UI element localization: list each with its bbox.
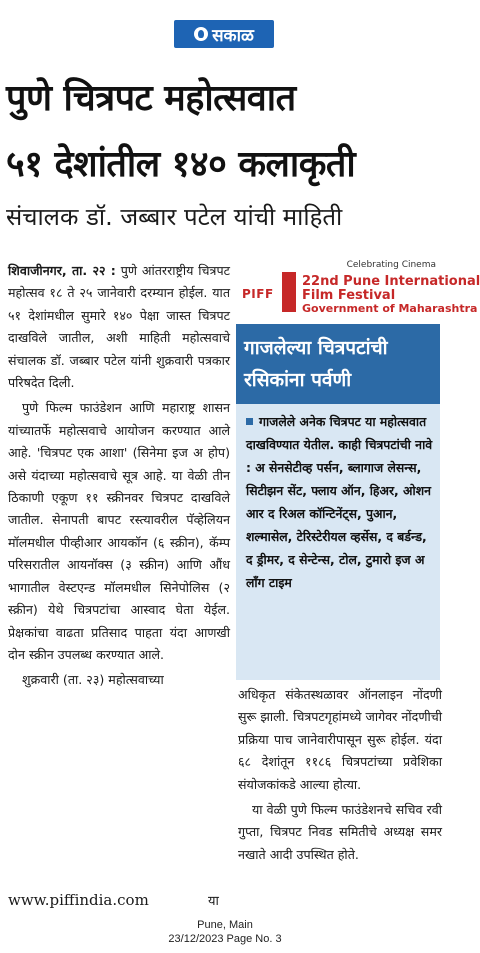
sidebar-title xyxy=(236,324,440,404)
dateline: शिवाजीनगर, ता. २२ : xyxy=(8,263,116,278)
masthead-logo xyxy=(174,20,274,48)
footer-date-page: 23/12/2023 Page No. 3 xyxy=(168,933,282,945)
sidebar-body-text: गाजलेले अनेक चित्रपट या महोत्सवात दाखविण्यात येतील. काही चित्रपटांची नावे : अ सेनसेटीव्ह पर्सन, ब्लागाज लेसन्स, सिटीझन सेंट, फ्लाय ऑन, हिअर, ओशन आर द रिअल कॉन्टिनेंट्स, पुआन, शल्मासेल, टेरिस्टेरीयल व्हर्सेस, द बर्डन्ड, द ड्रीमर, द सेन्टेन्स, टोल, टुमारो इज अ लाँग टाइम xyxy=(246,414,433,590)
masthead-name: सकाळ xyxy=(212,25,254,46)
headline-line-1: पुणे चित्रपट महोत्सवात xyxy=(6,78,296,119)
footer-edition: Pune, Main xyxy=(197,919,253,931)
piff-logo xyxy=(238,258,480,316)
piff-badge-text: PIFF xyxy=(242,287,274,301)
subheadline: संचालक डॉ. जब्बार पटेल यांची माहिती xyxy=(6,203,343,231)
article-paragraph-1 xyxy=(8,260,230,394)
website-link[interactable]: www.piffindia.com xyxy=(8,891,149,909)
piff-title-line-2: Film Festival xyxy=(302,288,396,303)
article-continuation-2: या वेळी पुणे फिल्म फाउंडेशनचे सचिव रवी गुप्ता, चित्रपट निवड समितीचे अध्यक्ष समर नखाते आदी उपस्थित होते. xyxy=(238,802,442,862)
piff-title-line-3: Government of Maharashtra xyxy=(302,302,478,315)
sidebar-title-line-2: रसिकांना पर्वणी xyxy=(244,369,352,391)
piff-badge xyxy=(238,282,284,308)
headline-line-2: ५१ देशांतील १४० कलाकृती xyxy=(6,144,356,185)
sidebar-title-line-1: गाजलेल्या चित्रपटांची xyxy=(244,337,388,359)
sidebar-body xyxy=(246,410,434,594)
article-paragraph-3: शुक्रवारी (ता. २३) महोत्सवाच्या xyxy=(22,672,164,688)
article-paragraph-2: पुणे फिल्म फाउंडेशन आणि महाराष्ट्र शासन यांच्यातर्फे महोत्सवाचे आयोजन करण्यात आले आहे. 'चित्रपट एक आशा' (सिनेमा इज अ होप) असे यंदाच्या महोत्सवाचे सूत्र आहे. या वेळी तीन ठिकाणी एकूण ११ स्क्रीनवर चित्रपट दाखविले जातील. सेनापती बापट रस्त्यावरील पॅव्हेलियन मॉलमधील पीव्हीआर आयकॉन (६ स्क्रीन), कॅम्प परिसरातील आयनॉक्स (३ स्क्रीन) आणि औंध भागातील वेस्टएन्ड मॉलमधील सिनेपोलिस (२ स्क्रीन) येथे चित्रपटांचा आस्वाद घेता येईल. प्रेक्षकांचा वाढता प्रतिसाद पाहता यंदा आणखी दोन स्क्रीन उपलब्ध करण्यात आले. xyxy=(8,400,230,662)
piff-title-line-1: 22nd Pune International xyxy=(302,274,480,289)
article-continuation-1: अधिकृत संकेतस्थळावर ऑनलाइन नोंदणी सुरू झाली. चित्रपटगृहांमध्ये जागेवर नोंदणीची प्रक्रिया पाच जानेवारीपासून सुरू होईल. यंदा ६८ देशांतून ११८६ चित्रपटांच्या प्रवेशिका संयोजकांकडे आल्या होत्या. xyxy=(238,687,442,792)
sakal-logo-icon xyxy=(194,27,208,41)
square-bullet-icon xyxy=(246,418,253,425)
article-column-right xyxy=(238,684,442,866)
piff-tagline: Celebrating Cinema xyxy=(346,260,436,270)
article-column-left xyxy=(8,260,230,692)
piff-red-mark xyxy=(282,272,296,312)
article-continuation-word: या xyxy=(208,894,219,909)
article-paragraph-1-text: पुणे आंतरराष्ट्रीय चित्रपट महोत्सव १८ ते २५ जानेवारी दरम्यान होईल. यात ५१ देशांमधील सुमारे १४० पेक्षा जास्त चित्रपट दाखविले जातील, अशी माहिती महोत्सवाचे संचालक डॉ. जब्बार पटेल यांनी शुक्रवारी पत्रकार परिषदेत दिली. xyxy=(8,263,230,391)
sidebar-box xyxy=(236,324,440,680)
